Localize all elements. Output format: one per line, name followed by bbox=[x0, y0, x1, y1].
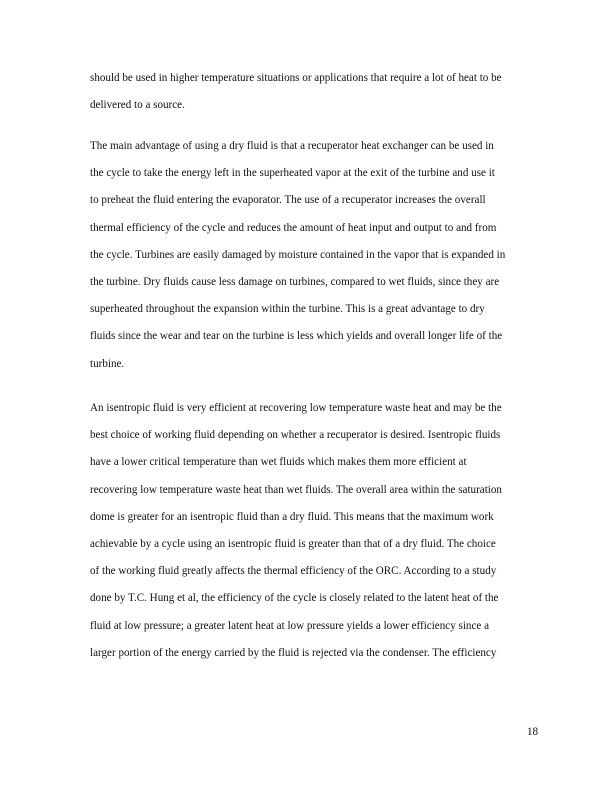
text-line: the cycle. Turbines are easily damaged by moisture contained in the vapor that is expanded in bbox=[90, 248, 506, 261]
text-line: of the working fluid greatly affects the thermal efficiency of the ORC. According to a study bbox=[90, 565, 497, 578]
text-line: should be used in higher temperature situations or applications that require a lot of heat to be bbox=[90, 72, 502, 84]
text-line: fluid at low pressure; a greater latent heat at low pressure yields a lower efficiency since a bbox=[90, 619, 490, 632]
text-line: An isentropic fluid is very efficient at recovering low temperature waste heat and may be the bbox=[90, 402, 502, 414]
paragraph-3 bbox=[90, 395, 550, 667]
text-line: larger portion of the energy carried by the fluid is rejected via the condenser. The efficiency bbox=[90, 646, 497, 659]
text-line: to preheat the fluid entering the evaporator. The use of a recuperator increases the overall bbox=[90, 194, 486, 207]
text-line: dome is greater for an isentropic fluid than a dry fluid. This means that the maximum work bbox=[90, 510, 494, 523]
text-line: achievable by a cycle using an isentropic fluid is greater than that of a dry fluid. The choice bbox=[90, 537, 496, 550]
text-line: delivered to a source. bbox=[90, 99, 185, 112]
text-line: best choice of working fluid depending on whether a recuperator is desired. Isentropic fluids bbox=[90, 429, 501, 442]
paragraph-1 bbox=[90, 65, 550, 119]
text-line: fluids since the wear and tear on the turbine is less which yields and overall longer life of the bbox=[90, 330, 503, 343]
paragraph-2 bbox=[90, 133, 550, 378]
text-line: The main advantage of using a dry fluid is that a recuperator heat exchanger can be used in bbox=[90, 140, 494, 152]
text-line: turbine. bbox=[90, 357, 125, 370]
page-number: 18 bbox=[527, 726, 539, 738]
text-line: have a lower critical temperature than wet fluids which makes them more efficient at bbox=[90, 456, 467, 469]
text-line: the turbine. Dry fluids cause less damage on turbines, compared to wet fluids, since they are bbox=[90, 275, 500, 288]
text-line: thermal efficiency of the cycle and reduces the amount of heat input and output to and from bbox=[90, 221, 497, 234]
text-line: the cycle to take the energy left in the superheated vapor at the exit of the turbine and use it bbox=[90, 167, 495, 180]
text-line: superheated throughout the expansion within the turbine. This is a great advantage to dry bbox=[90, 303, 485, 316]
text-line: recovering low temperature waste heat than wet fluids. The overall area within the saturation bbox=[90, 483, 502, 496]
text-line: done by T.C. Hung et al, the efficiency of the cycle is closely related to the latent heat of the bbox=[90, 592, 499, 605]
